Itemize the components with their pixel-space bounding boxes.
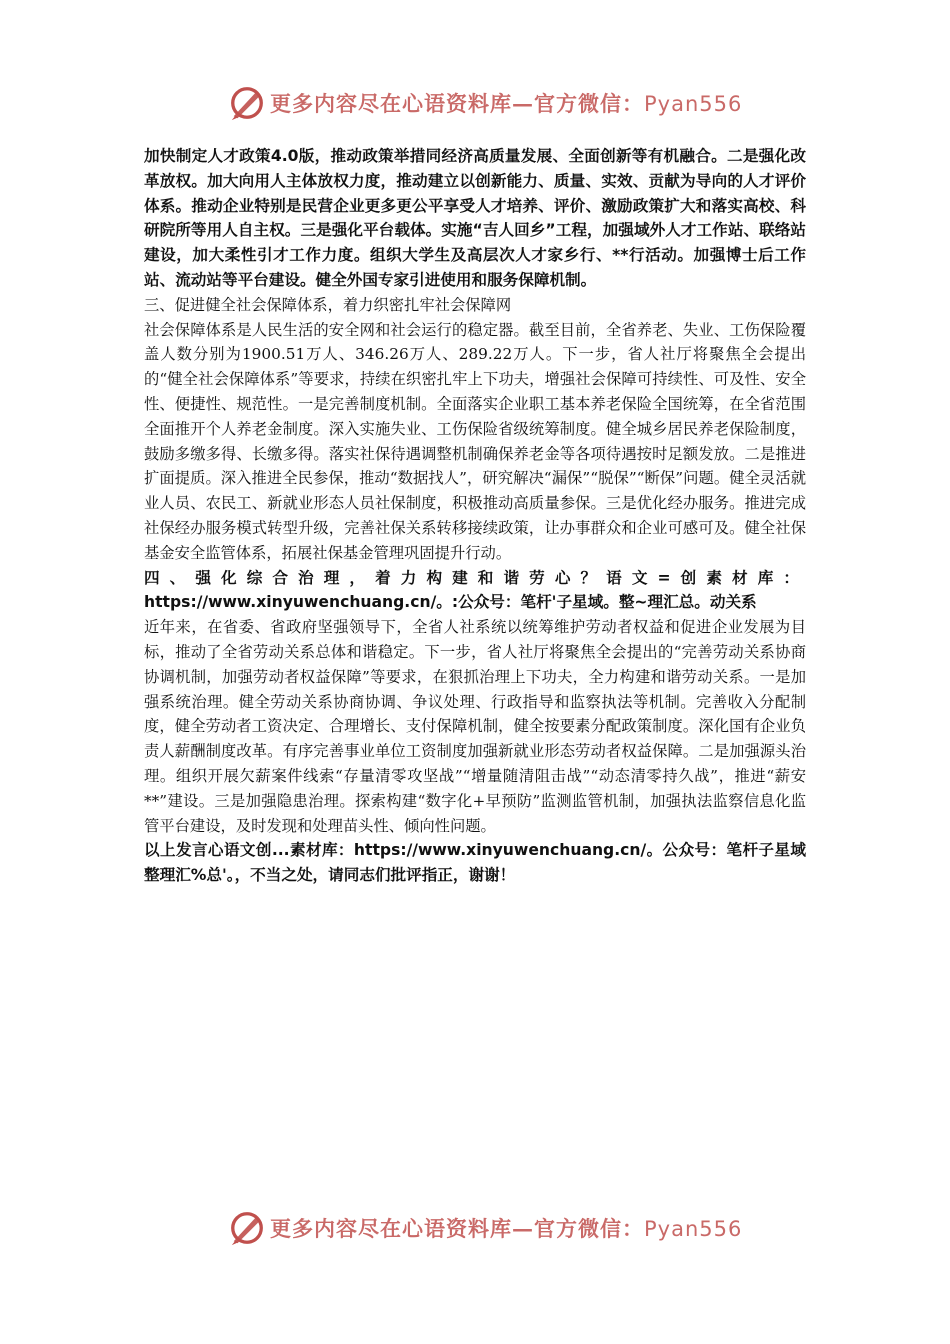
section-heading-3: 三、促进健全社会保障体系，着力织密扎牢社会保障网 (144, 295, 512, 314)
document-body (144, 144, 806, 888)
pen-logo-icon (228, 1209, 266, 1247)
watermark-text: 更多内容尽在心语资料库—官方微信：Pyan556 (270, 91, 743, 116)
watermark-banner-bottom (228, 1208, 743, 1248)
watermark-banner-top (228, 83, 743, 123)
section-heading-4: 四、强化综合治理，着力构建和谐劳心？语文=创素材库：https://www.xinyuwenchuang.cn/。:公众号：笔杆'子星域。整~理汇总。动关系 (144, 568, 806, 612)
paragraph-closing: 以上发言心语文创...素材库：https://www.xinyuwenchuang.cn/。公众号：笔杆子星域整理汇%总'。，不当之处，请同志们批评指正，谢谢！ (144, 841, 806, 885)
paragraph-labor-relations: 近年来，在省委、省政府坚强领导下，全省人社系统以统筹维护劳动者权益和促进企业发展为目标，推动了全省劳动关系总体和谐稳定。下一步，省人社厅将聚焦全会提出的“完善劳动关系协商协调机制，加强劳动者权益保障”等要求，在狠抓治理上下功夫，全力构建和谐劳动关系。一是加强系统治理。健全劳动关系协商协调、争议处理、行政指导和监察执法等机制。完善收入分配制度，健全劳动者工资决定、合理增长、支付保障机制，健全按要素分配政策制度。深化国有企业负责人薪酬制度改革。有序完善事业单位工资制度加强新就业形态劳动者权益保障。二是加强源头治理。组织开展欠薪案件线索“存量清零攻坚战”“增量随清阻击战”“动态清零持久战”，推进“薪安**”建设。三是加强隐患治理。探索构建“数字化+早预防”监测监管机制，加强执法监察信息化监管平台建设，及时发现和处理苗头性、倾向性问题。 (144, 618, 806, 835)
watermark-text: 更多内容尽在心语资料库—官方微信：Pyan556 (270, 1216, 743, 1241)
pen-logo-icon (228, 84, 266, 122)
paragraph-social-security: 社会保障体系是人民生活的安全网和社会运行的稳定器。截至目前，全省养老、失业、工伤保险覆盖人数分别为1900.51万人、346.26万人、289.22万人。下一步，省人社厅将聚焦全会提出的“健全社会保障体系”等要求，持续在织密扎牢上下功夫，增强社会保障可持续性、可及性、安全性、便捷性、规范性。一是完善制度机制。全面落实企业职工基本养老保险全国统筹，在全省范围全面推开个人养老金制度。深入实施失业、工伤保险省级统筹制度。健全城乡居民养老保险制度，鼓励多缴多得、长缴多得。落实社保待遇调整机制确保养老金等各项待遇按时足额发放。二是推进扩面提质。深入推进全民参保，推动“数据找人”，研究解决“漏保”“脱保”“断保”问题。健全灵活就业人员、农民工、新就业形态人员社保制度，积极推动高质量参保。三是优化经办服务。推进完成社保经办服务模式转型升级，完善社保关系转移接续政策，让办事群众和企业可感可及。健全社保基金安全监管体系，拓展社保基金管理巩固提升行动。 (144, 320, 806, 562)
paragraph-talent-policy: 加快制定人才政策4.0版，推动政策举措同经济高质量发展、全面创新等有机融合。二是强化改革放权。加大向用人主体放权力度，推动建立以创新能力、质量、实效、贡献为导向的人才评价体系。推动企业特别是民营企业更多更公平享受人才培养、评价、激励政策扩大和落实高校、科研院所等用人自主权。三是强化平台载体。实施“吉人回乡”工程，加强域外人才工作站、联络站建设，加大柔性引才工作力度。组织大学生及高层次人才家乡行、**行活动。加强博士后工作站、流动站等平台建设。健全外国专家引进使用和服务保障机制。 (144, 147, 806, 289)
